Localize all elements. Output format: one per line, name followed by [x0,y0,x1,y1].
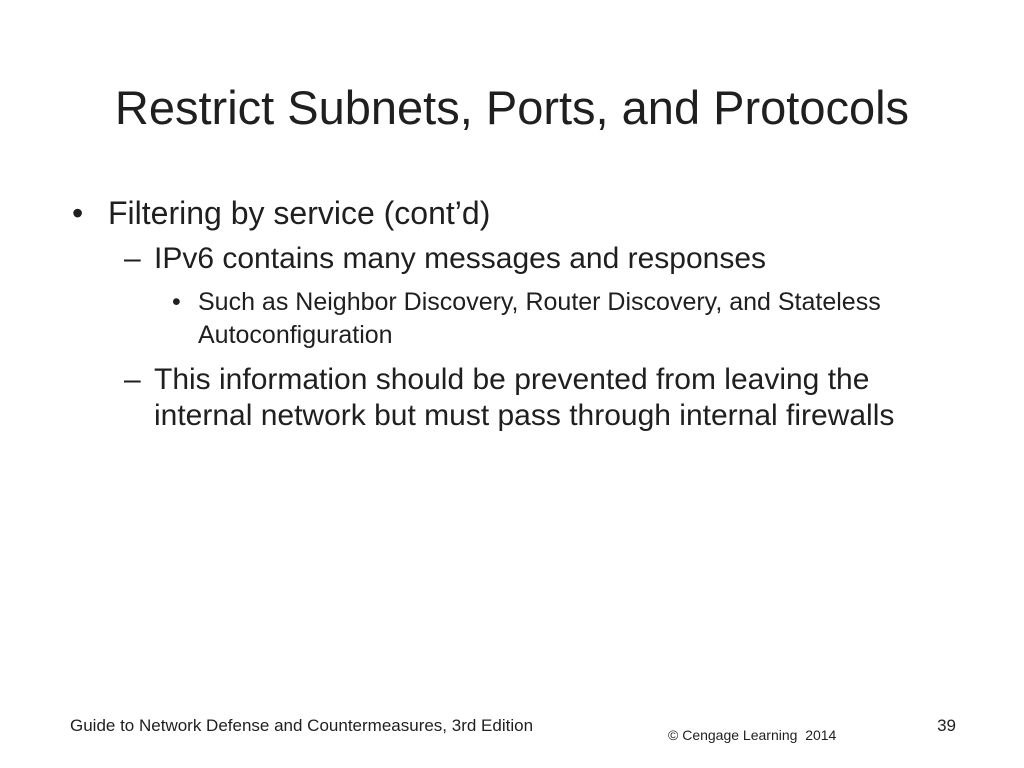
bullet-text: Filtering by service (cont’d) [108,195,491,231]
footer-book-title: Guide to Network Defense and Countermeasures, 3rd Edition [70,716,534,735]
page-number: 39 [937,716,956,735]
dash-marker: – [124,242,141,275]
sub-bullet-item [124,241,944,277]
sub-sub-bullet-item [172,286,952,352]
sub-sub-bullet-text: Such as Neighbor Discovery, Router Discovery, and Stateless Autoconfiguration [198,288,881,349]
sub-bullet-text: IPv6 contains many messages and responses [154,242,766,275]
footer-copyright: © Cengage Learning 2014 [668,727,837,743]
sub-bullet-text: This information should be prevented from leaving the internal network but must pass through internal firewalls [154,363,895,432]
bullet-marker: • [72,195,84,231]
dash-marker: – [124,363,141,396]
slide-title: Restrict Subnets, Ports, and Protocols [114,81,910,134]
sub-bullet-item [124,362,944,434]
dot-marker: • [172,288,181,316]
